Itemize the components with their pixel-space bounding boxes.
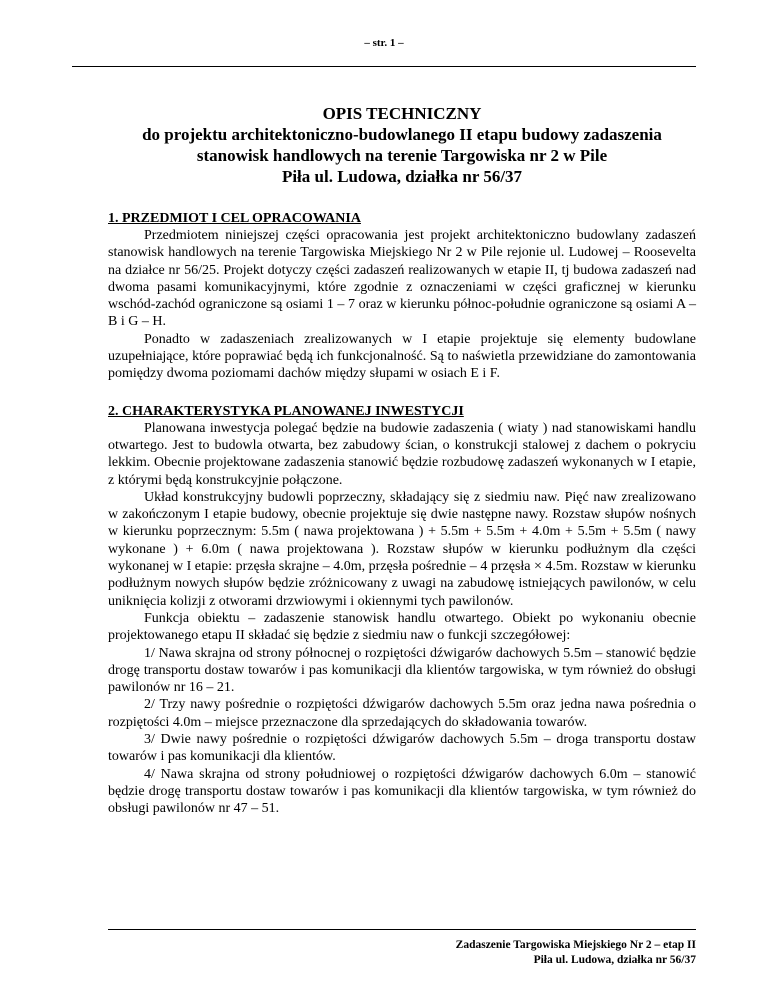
document-subtitle-line-3: Piła ul. Ludowa, działka nr 56/37 <box>281 167 523 186</box>
document-body <box>108 104 696 818</box>
section-1-paragraph: Przedmiotem niniejszej części opracowania jest projekt architektoniczno budowlany zadaszeń stanowisk handlowych na terenie Targowiska Miejskiego Nr 2 w Pile rejonie ul. Ludowej – Roosevelta na działce nr 56/25. Projekt dotyczy części zadaszeń realizowanych w etapie II, tj budowa zadaszeń nad dwoma pasami komunikacyjnymi, które zgodnie z oznaczeniami w części graficznej w kierunku wschód-zachód ograniczone są osiami 1 – 7 oraz w kierunku północ-południe ograniczone są osiami A – B i G – H. <box>108 228 696 330</box>
document-title: OPIS TECHNICZNY <box>322 104 482 123</box>
section-2-list-item: 1/ Nawa skrajna od strony północnej o rozpiętości dźwigarów dachowych 5.5m – stanowić będzie drogę transportu dostaw towarów i pas komunikacji dla klientów targowiska, w tym również do obsługi pawilonów nr 16 – 21. <box>108 645 696 696</box>
section-2-paragraph: Układ konstrukcyjny budowli poprzeczny, składający się z siedmiu naw. Pięć naw zrealizowano w zakończonym I etapie budowy, obecnie projektuje się dwie następne nawy. Rozstaw słupów nośnych w kierunku poprzecznym: 5.5m ( nawa projektowana ) + 5.5m + 5.5m + 4.0m + 5.5m + 5.5m ( nawy wykonane ) + 6.0m ( nawa projektowana ). Rozstaw słupów w kierunku podłużnym dla części wykonanej w I etapie: przęsła skrajne – 4.0m, przęsła pośrednie – 4 przęsła × 4.5m. Rozstaw w kierunku podłużnym nowych słupów będzie zróżnicowany z uwagi na zabudowę istniejących pawilonów, w celu uniknięcia kolizji z otworami drzwiowymi i okiennymi tych pawilonów. <box>108 489 696 609</box>
page-number-header: – str. 1 – <box>364 37 404 49</box>
section-2-list-item: 3/ Dwie nawy pośrednie o rozpiętości dźwigarów dachowych 5.5m – droga transportu dostaw towarów i pas komunikacji dla klientów. <box>108 732 696 765</box>
section-2-list-item: 4/ Nawa skrajna od strony południowej o rozpiętości dźwigarów dachowych 6.0m – stanowić będzie drogę transportu dostaw towarów i pas komunikacji dla klientów targowiska, w tym również do obsługi pawilonów nr 47 – 51. <box>108 766 696 817</box>
document-subtitle-line-1: do projektu architektoniczno-budowlanego II etapu budowy zadaszenia <box>142 125 662 144</box>
header-divider <box>72 66 696 67</box>
section-2-paragraph: Funkcja obiektu – zadaszenie stanowisk handlu otwartego. Obiekt po wykonaniu obecnie projektowanego etapu II składać się będzie z siedmiu naw o funkcji szczegółowej: <box>108 610 696 644</box>
section-1-heading: 1. PRZEDMIOT I CEL OPRACOWANIA <box>108 211 361 226</box>
footer-divider <box>108 929 696 930</box>
footer-project-name: Zadaszenie Targowiska Miejskiego Nr 2 – etap II <box>455 939 696 951</box>
footer-location: Piła ul. Ludowa, działka nr 56/37 <box>533 954 696 966</box>
page-footer <box>456 938 696 968</box>
section-2-heading: 2. CHARAKTERYSTYKA PLANOWANEJ INWESTYCJI <box>108 403 464 419</box>
section-2-list-item: 2/ Trzy nawy pośrednie o rozpiętości dźwigarów dachowych 5.5m oraz jedna nawa pośrednia o rozpiętości 4.0m – miejsce przeznaczone dla sprzedających do składowania towarów. <box>108 697 696 730</box>
section-1-paragraph: Ponadto w zadaszeniach zrealizowanych w I etapie projektuje się elementy budowlane uzupełniające, które poprawiać będą ich funkcjonalność. Są to naświetla przewidziane do zamontowania pomiędzy dwoma poziomami dachów między słupami w osiach E i F. <box>108 331 696 382</box>
section-2-paragraph: Planowana inwestycja polegać będzie na budowie zadaszenia ( wiaty ) nad stanowiskami handlu otwartego. Jest to budowla otwarta, bez zabudowy ścian, o konstrukcji stalowej z dachem o pokryciu lekkim. Obecnie projektowane zadaszenia stanowić będzie rozbudowę zadaszeń wykonanych w I etapie, z którymi będą konstrukcyjnie połączone. <box>108 420 696 488</box>
document-subtitle-line-2: stanowisk handlowych na terenie Targowiska nr 2 w Pile <box>196 146 608 165</box>
